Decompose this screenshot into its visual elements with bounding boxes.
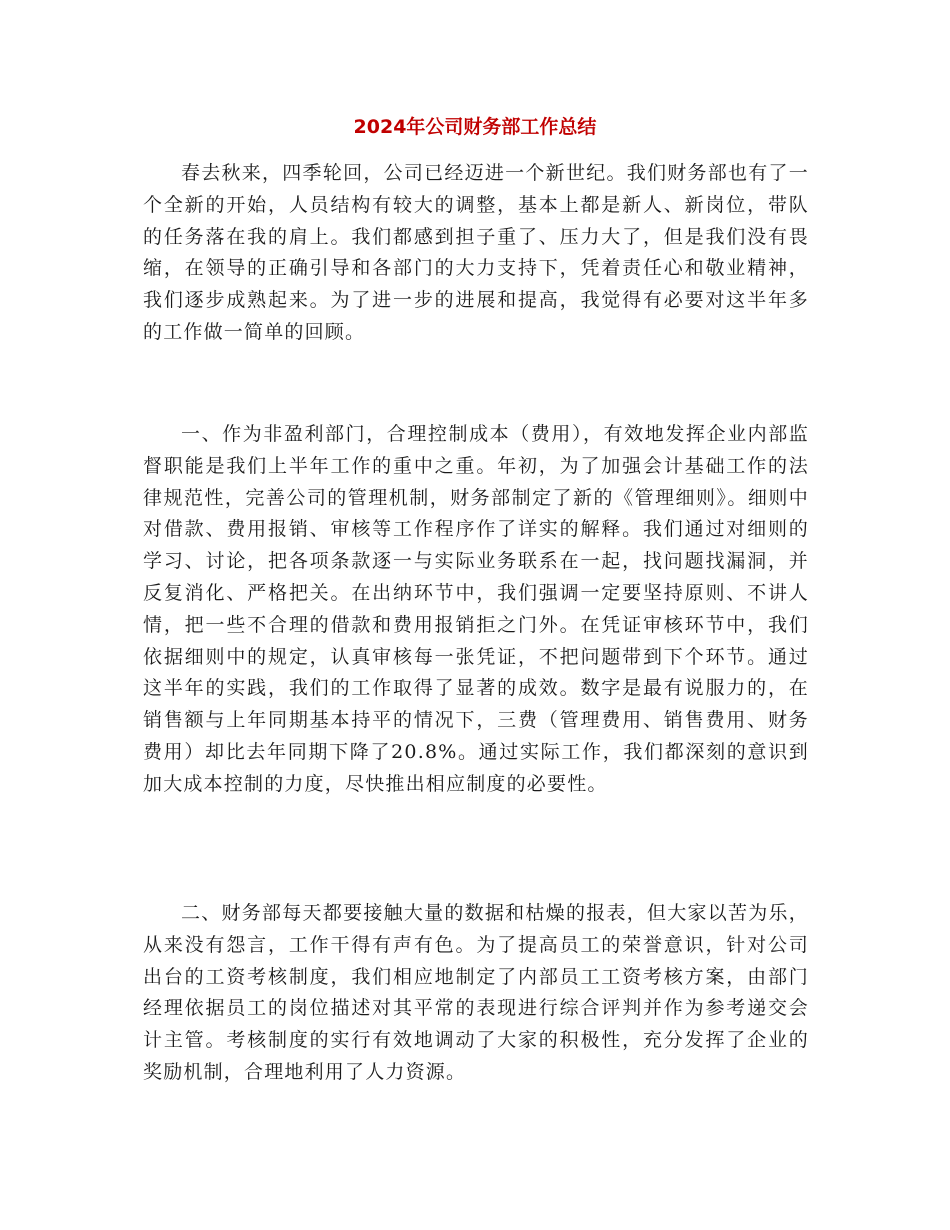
paragraph-staff-assessment: 二、财务部每天都要接触大量的数据和枯燥的报表，但大家以苦为乐，从来没有怨言，工作干得有声有色。为了提高员工的荣誉意识，针对公司出台的工资考核制度，我们相应地制定了内部员工工资考核方案，由部门经理依据员工的岗位描述对其平常的表现进行综合评判并作为参考递交会计主管。考核制度的实行有效地调动了大家的积极性，充分发挥了企业的奖励机制，合理地利用了人力资源。 [143, 902, 809, 1083]
paragraph-cost-control: 一、作为非盈利部门，合理控制成本（费用），有效地发挥企业内部监督职能是我们上半年工作的重中之重。年初，为了加强会计基础工作的法律规范性，完善公司的管理机制，财务部制定了新的《管理细则》。细则中对借款、费用报销、审核等工作程序作了详实的解释。我们通过对细则的学习、讨论，把各项条款逐一与实际业务联系在一起，找问题找漏洞，并反复消化、严格把关。在出纳环节中，我们强调一定要坚持原则、不讲人情，把一些不合理的借款和费用报销拒之门外。在凭证审核环节中，我们依据细则中的规定，认真审核每一张凭证，不把问题带到下个环节。通过这半年的实践，我们的工作取得了显著的成效。数字是最有说服力的，在销售额与上年同期基本持平的情况下，三费（管理费用、销售费用、财务费用）却比去年同期下降了20.8%。通过实际工作，我们都深刻的意识到加大成本控制的力度，尽快推出相应制度的必要性。 [143, 423, 809, 795]
document-title: 2024年公司财务部工作总结 [353, 116, 597, 138]
paragraph-intro: 春去秋来，四季轮回，公司已经迈进一个新世纪。我们财务部也有了一个全新的开始，人员结构有较大的调整，基本上都是新人、新岗位，带队的任务落在我的肩上。我们都感到担子重了、压力大了，但是我们没有畏缩，在领导的正确引导和各部门的大力支持下，凭着责任心和敬业精神，我们逐步成熟起来。为了进一步的进展和提高，我觉得有必要对这半年多的工作做一简单的回顾。 [143, 162, 809, 343]
